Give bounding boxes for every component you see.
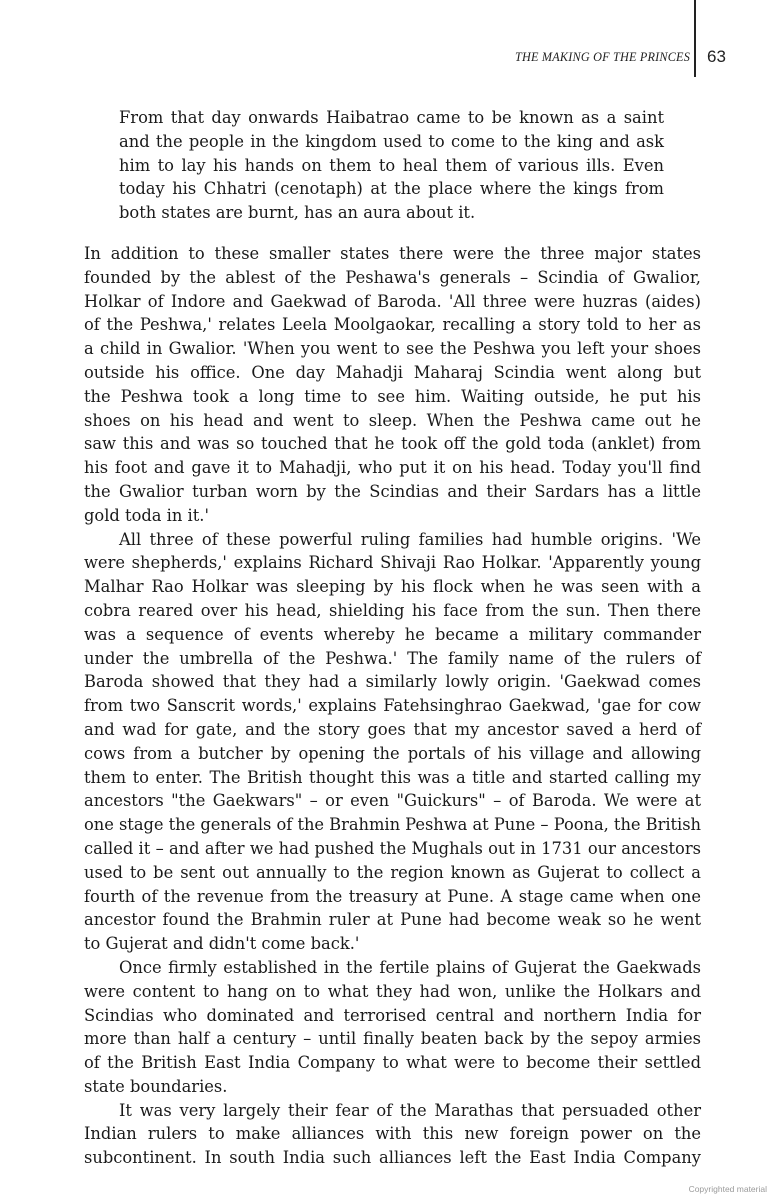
text-line: saw this and was so touched that he took off the gold toda (anklet) from <box>84 434 701 454</box>
text-line: All three of these powerful ruling families had humble origins. 'We <box>119 529 701 549</box>
page-number: 63 <box>707 47 726 66</box>
text-line: From that day onwards Haibatrao came to be known as a saint <box>119 108 664 127</box>
text-line: the Gwalior turban worn by the Scindias and their Sardars has a little <box>84 481 701 501</box>
text-line: subcontinent. In south India such alliances left the East India Company <box>84 1148 701 1168</box>
text-line: today his Chhatri (cenotaph) at the place where the kings from <box>119 179 664 199</box>
block-quote <box>119 106 664 225</box>
text-line: more than half a century – until finally beaten back by the sepoy armies <box>84 1029 701 1049</box>
text-line: them to enter. The British thought this was a title and started calling my <box>84 767 701 787</box>
text-line: to Gujerat and didn't come back.' <box>84 934 360 954</box>
text-line: from two Sanscrit words,' explains Fatehsinghrao Gaekwad, 'gae for cow <box>84 696 701 716</box>
text-line: and wad for gate, and the story goes that my ancestor saved a herd of <box>84 719 701 739</box>
body-text <box>84 242 701 1170</box>
text-line: both states are burnt, has an aura about it. <box>119 203 476 223</box>
text-line: one stage the generals of the Brahmin Peshwa at Pune – Poona, the British <box>84 815 701 835</box>
running-title: THE MAKING OF THE PRINCES <box>515 50 690 64</box>
copyright-watermark: Copyrighted material <box>688 1184 767 1194</box>
text-line: Malhar Rao Holkar was sleeping by his flock when he was seen with a <box>84 577 701 597</box>
text-line: Once firmly established in the fertile plains of Gujerat the Gaekwads <box>119 957 701 977</box>
text-line: cows from a butcher by opening the portals of his village and allowing <box>84 743 701 763</box>
text-line: the Peshwa took a long time to see him. Waiting outside, he put his <box>84 386 701 406</box>
header-rule <box>694 0 696 77</box>
text-line: In addition to these smaller states there were the three major states <box>84 244 701 263</box>
text-line: Baroda showed that they had a similarly lowly origin. 'Gaekwad comes <box>84 672 701 692</box>
text-line: him to lay his hands on them to heal them of various ills. Even <box>119 155 664 175</box>
text-line: his foot and gave it to Mahadji, who put it on his head. Today you'll find <box>84 458 701 478</box>
text-line: and the people in the kingdom used to come to the king and ask <box>119 131 664 151</box>
text-line: gold toda in it.' <box>84 505 209 525</box>
text-line: cobra reared over his head, shielding his face from the sun. Then there <box>84 600 701 620</box>
text-line: under the umbrella of the Peshwa.' The family name of the rulers of <box>84 648 701 668</box>
text-line: Scindias who dominated and terrorised central and northern India for <box>84 1005 701 1025</box>
text-line: ancestors "the Gaekwars" – or even "Guickurs" – of Baroda. We were at <box>84 791 701 811</box>
text-line: were shepherds,' explains Richard Shivaji Rao Holkar. 'Apparently young <box>84 553 701 573</box>
text-line: founded by the ablest of the Peshawa's generals – Scindia of Gwalior, <box>84 267 701 287</box>
text-line: fourth of the revenue from the treasury at Pune. A stage came when one <box>84 886 701 906</box>
text-line: a child in Gwalior. 'When you went to see the Peshwa you left your shoes <box>84 339 701 359</box>
text-line: of the Peshwa,' relates Leela Moolgaokar, recalling a story told to her as <box>84 315 701 335</box>
text-line: used to be sent out annually to the region known as Gujerat to collect a <box>84 862 701 882</box>
text-line: was a sequence of events whereby he became a military commander <box>84 624 701 644</box>
text-line: shoes on his head and went to sleep. When the Peshwa came out he <box>84 410 701 430</box>
text-line: state boundaries. <box>84 1076 228 1096</box>
text-line: Holkar of Indore and Gaekwad of Baroda. 'All three were huzras (aides) <box>84 291 701 311</box>
text-line: ancestor found the Brahmin ruler at Pune had become weak so he went <box>84 910 701 930</box>
text-line: called it – and after we had pushed the Mughals out in 1731 our ancestors <box>84 838 701 858</box>
text-line: of the British East India Company to what were to become their settled <box>84 1053 701 1073</box>
text-line: Indian rulers to make alliances with this new foreign power on the <box>84 1124 701 1144</box>
text-line: It was very largely their fear of the Marathas that persuaded other <box>119 1100 701 1120</box>
text-line: were content to hang on to what they had won, unlike the Holkars and <box>84 981 701 1001</box>
text-line: outside his office. One day Mahadji Maharaj Scindia went along but <box>84 362 701 382</box>
